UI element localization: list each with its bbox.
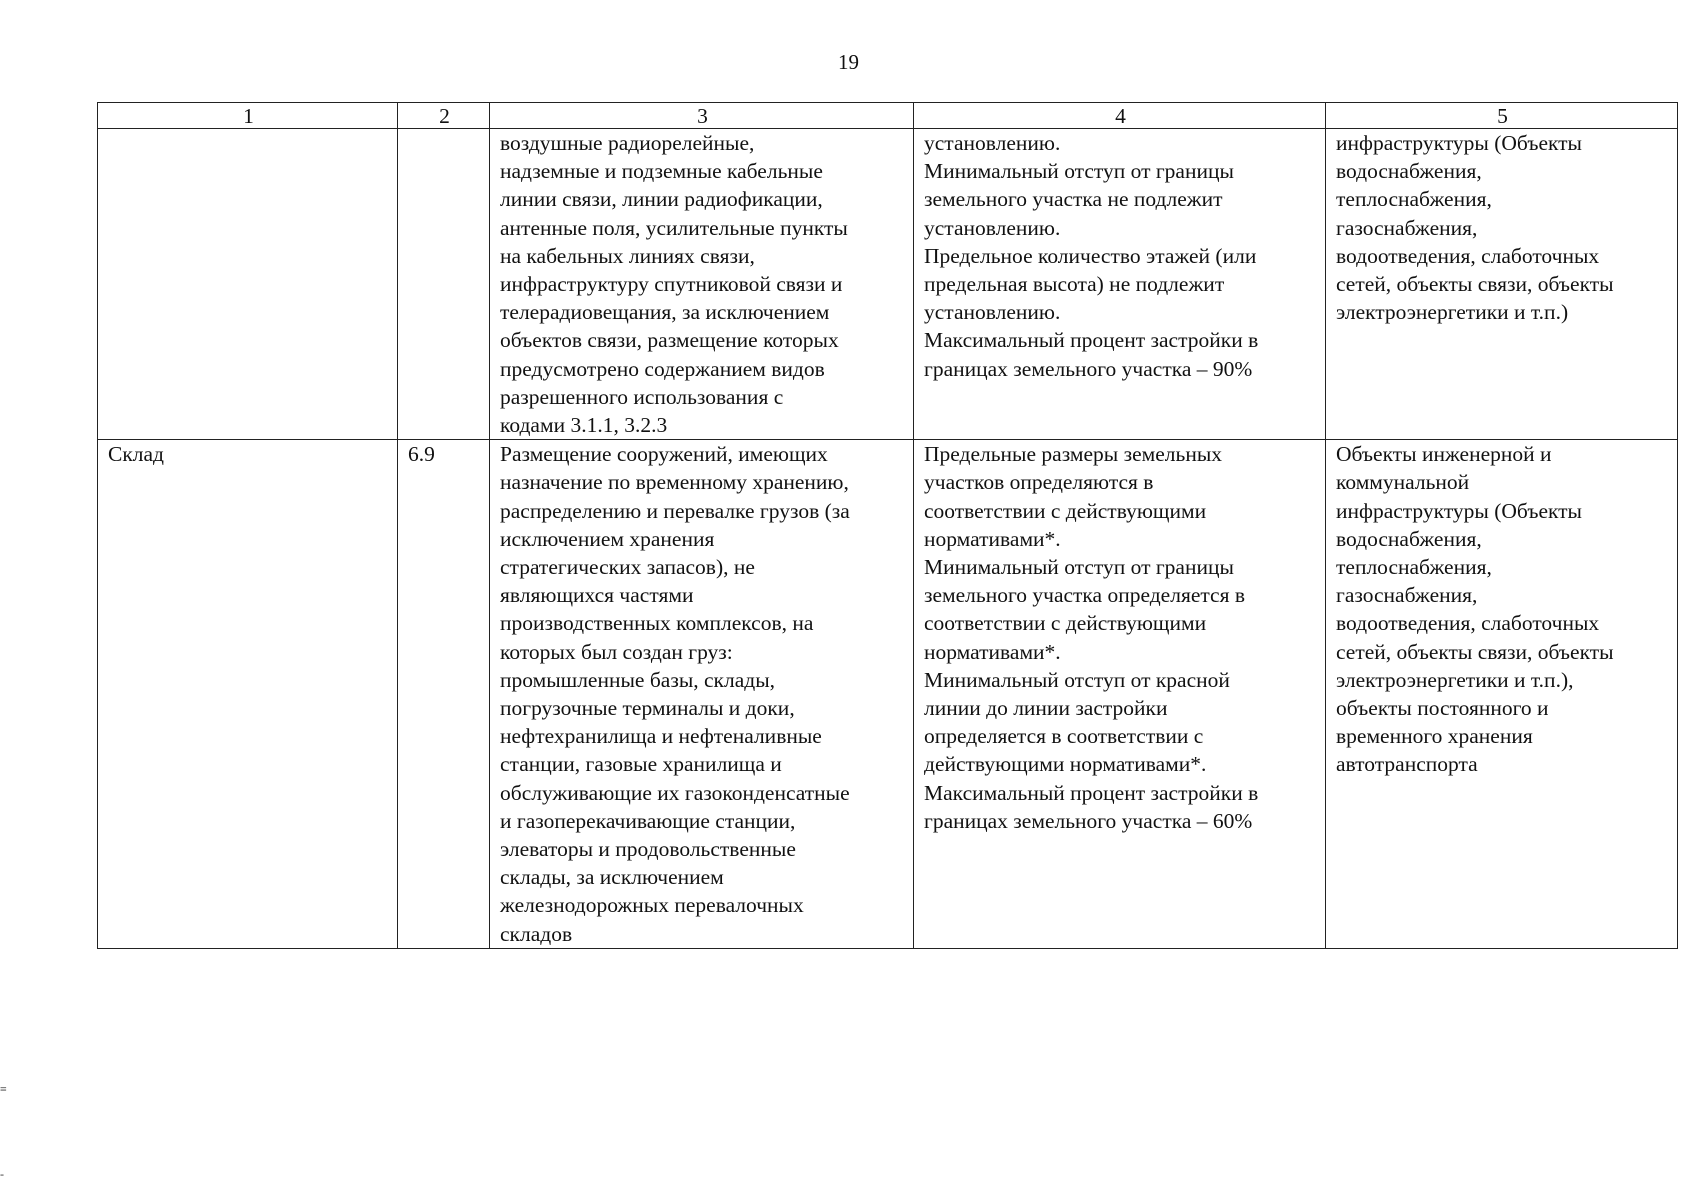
table-cell-5 (1326, 440, 1678, 949)
cell-text-line: элеваторы и продовольственные (500, 837, 796, 862)
cell-text-line: телерадиовещания, за исключением (500, 300, 830, 325)
cell-text-line: инфраструктуры (Объекты (1336, 131, 1583, 155)
cell-text-line: склады, за исключением (500, 865, 724, 890)
table-row (98, 440, 1678, 949)
cell-text-line: участков определяются в (924, 470, 1154, 495)
cell-text-line: земельного участка определяется в (924, 583, 1245, 608)
cell-text-line: Минимальный отступ от границы (924, 555, 1234, 580)
cell-text-line: водоотведения, слаботочных (1336, 243, 1600, 268)
cell-text-line: соответствии с действующими (924, 611, 1207, 636)
cell-text-line: границах земельного участка – 60% (924, 808, 1253, 833)
cell-text-line: производственных комплексов, на (500, 611, 814, 636)
cell-text-line: газоснабжения, (1336, 215, 1478, 240)
cell-text-line: водоснабжения, (1336, 526, 1482, 551)
table-cell-2 (398, 440, 490, 949)
cell-text-line: определяется в соответствии с (924, 724, 1204, 749)
cell-text-line: воздушные радиорелейные, (500, 131, 755, 155)
column-header-1: 1 (98, 103, 398, 129)
cell-text-line: линии связи, линии радиофикации, (500, 187, 823, 212)
cell-text-line: Минимальный отступ от красной (924, 667, 1230, 692)
cell-text-line: обслуживающие их газоконденсатные (500, 780, 850, 805)
cell-text-line: распределению и перевалке грузов (за (500, 498, 850, 523)
cell-text-line: Размещение сооружений, имеющих (500, 442, 828, 467)
cell-text-line: на кабельных линиях связи, (500, 243, 755, 268)
cell-text-line: Максимальный процент застройки в (924, 328, 1259, 353)
table-row (98, 129, 1678, 440)
cell-text-line: установлению. (924, 131, 1061, 155)
cell-text-line: нормативами*. (924, 639, 1061, 664)
cell-text-line: антенные поля, усилительные пункты (500, 215, 848, 240)
cell-text-line: инфраструктуру спутниковой связи и (500, 272, 843, 297)
cell-text-line: земельного участка не подлежит (924, 187, 1223, 212)
table-cell-3 (490, 129, 914, 440)
table-cell-1 (98, 129, 398, 440)
cell-text-line: промышленные базы, склады, (500, 667, 776, 692)
cell-text-line: коммунальной (1336, 470, 1470, 495)
column-header-4: 4 (914, 103, 1326, 129)
cell-text-line: действующими нормативами*. (924, 752, 1207, 777)
cell-text-line: теплоснабжения, (1336, 187, 1492, 212)
cell-text-line: газоснабжения, (1336, 583, 1478, 608)
cell-text-line: предельная высота) не подлежит (924, 272, 1225, 297)
cell-text-line: нормативами*. (924, 526, 1061, 551)
cell-text-line: погрузочные терминалы и доки, (500, 696, 795, 721)
cell-text-line: водоснабжения, (1336, 159, 1482, 184)
cell-text-line: теплоснабжения, (1336, 555, 1492, 580)
margin-mark-bottom: - (0, 1167, 4, 1181)
cell-text-line: разрешенного использования с (500, 384, 784, 409)
cell-text-line: Максимальный процент застройки в (924, 780, 1259, 805)
cell-text-line: предусмотрено содержанием видов (500, 356, 825, 381)
cell-text-line: линии до линии застройки (924, 696, 1168, 721)
cell-text-line: являющихся частями (500, 583, 694, 608)
cell-text-line: которых был создан груз: (500, 639, 733, 664)
table-cell-1 (98, 440, 398, 949)
cell-text-line: сетей, объекты связи, объекты (1336, 639, 1614, 664)
page-number: 19 (838, 50, 859, 74)
cell-text-line: объекты постоянного и (1336, 696, 1549, 721)
cell-text-line: и газоперекачивающие станции, (500, 808, 796, 833)
cell-text-line: установлению. (924, 215, 1061, 240)
cell-text-line: кодами 3.1.1, 3.2.3 (500, 413, 668, 438)
cell-text-line: складов (500, 921, 573, 946)
cell-text-line: границах земельного участка – 90% (924, 356, 1253, 381)
column-header-2: 2 (398, 103, 490, 129)
cell-text-line: нефтехранилища и нефтеналивные (500, 724, 822, 749)
cell-text-line: соответствии с действующими (924, 498, 1207, 523)
table-cell-3 (490, 440, 914, 949)
table-cell-2 (398, 129, 490, 440)
cell-text-line: назначение по временному хранению, (500, 470, 849, 495)
cell-text-line: установлению. (924, 300, 1061, 325)
margin-mark-top: ≡ (0, 1082, 7, 1096)
cell-text-line: надземные и подземные кабельные (500, 159, 823, 184)
cell-text-line: электроэнергетики и т.п.), (1336, 667, 1574, 692)
cell-text-line: автотранспорта (1336, 752, 1478, 777)
cell-text-line: Минимальный отступ от границы (924, 159, 1234, 184)
cell-text-line: Объекты инженерной и (1336, 442, 1552, 467)
cell-text-line: временного хранения (1336, 724, 1533, 749)
cell-text-line: сетей, объекты связи, объекты (1336, 272, 1614, 297)
cell-text-line: стратегических запасов), не (500, 555, 755, 580)
cell-text-line: инфраструктуры (Объекты (1336, 498, 1583, 523)
cell-text-line: Предельное количество этажей (или (924, 243, 1257, 268)
table-cell-5 (1326, 129, 1678, 440)
cell-text-line: исключением хранения (500, 526, 715, 551)
zoning-table (97, 102, 1678, 949)
cell-text-line: объектов связи, размещение которых (500, 328, 839, 353)
cell-text-line: электроэнергетики и т.п.) (1336, 300, 1569, 325)
cell-text-line: Предельные размеры земельных (924, 442, 1223, 467)
table-cell-4 (914, 129, 1326, 440)
cell-text-line: Склад (108, 442, 164, 467)
cell-text-line: железнодорожных перевалочных (500, 893, 804, 918)
column-header-5: 5 (1326, 103, 1678, 129)
cell-text-line: станции, газовые хранилища и (500, 752, 782, 777)
table-header-row (98, 103, 1678, 129)
cell-text-line: 6.9 (408, 442, 435, 467)
table-cell-4 (914, 440, 1326, 949)
column-header-3: 3 (490, 103, 914, 129)
cell-text-line: водоотведения, слаботочных (1336, 611, 1600, 636)
